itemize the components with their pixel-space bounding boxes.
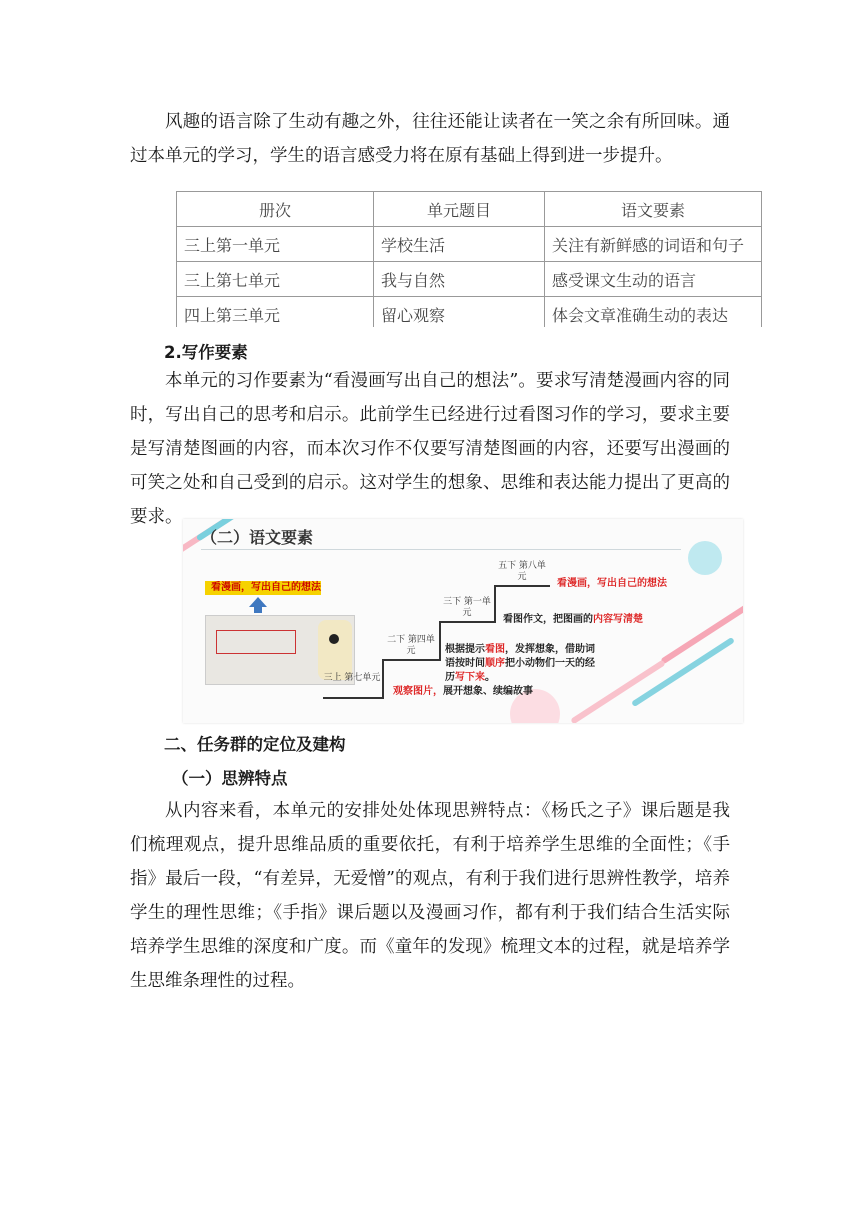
step-desc: 观察图片，展开想象、续编故事 <box>393 686 533 697</box>
callout-label: 看漫画，写出自己的想法 <box>205 581 321 595</box>
arrow-stem <box>254 607 262 613</box>
section-two-subheading: （一）思辨特点 <box>172 769 288 788</box>
table-row <box>177 227 762 262</box>
table-cell: 学校生活 <box>374 227 545 262</box>
stair-step <box>494 585 550 587</box>
step-grade: 三下 第一单元 <box>443 597 491 618</box>
elements-table <box>176 191 762 327</box>
decor-circle <box>688 541 722 575</box>
table-cell: 关注有新鲜感的词语和句子 <box>545 227 762 262</box>
slide-image <box>183 519 743 723</box>
step-desc: 根据提示看图，发挥想象，借助词语按时间顺序把小动物们一天的经历写下来。 <box>445 644 595 683</box>
step-grade: 五下 第八单元 <box>498 561 546 582</box>
step-grade: 二下 第四单元 <box>387 635 435 656</box>
arrow-up-icon <box>249 597 267 607</box>
stair-riser <box>439 621 441 661</box>
slide-title: （二）语文要素 <box>201 528 314 547</box>
section-two-paragraph: 从内容来看，本单元的安排处处体现思辨特点：《杨氏之子》课后题是我们梳理观点，提升思维品质的重要依托，有利于培养学生思维的全面性；《手指》最后一段，“有差异，无爱憎”的观点，有利于我们进行思辨性教学，培养学生的理性思维；《手指》课后题以及漫画习作，都有利于我们结合生活实际培养学生思维的深度和广度。而《童年的发现》梳理文本的过程，就是培养学生思维条理性的过程。 <box>130 801 730 991</box>
table-row <box>177 262 762 297</box>
table-cell: 三上第七单元 <box>177 262 374 297</box>
stair-riser <box>382 659 384 699</box>
table-row <box>177 297 762 328</box>
step-grade: 三上 第七单元 <box>323 673 381 683</box>
col-header: 单元题目 <box>374 192 545 227</box>
table-cell: 体会文章准确生动的表达 <box>545 297 762 328</box>
table-header-row <box>177 192 762 227</box>
table-cell: 感受课文生动的语言 <box>545 262 762 297</box>
table-clip <box>176 191 766 327</box>
writing-heading: 2.写作要素 <box>164 343 248 362</box>
stair-step <box>439 621 495 623</box>
section-two-heading: 二、任务群的定位及建构 <box>164 735 346 754</box>
table-cell: 我与自然 <box>374 262 545 297</box>
stair-step <box>382 659 440 661</box>
slide-title-rule <box>201 549 681 550</box>
intro-paragraph: 风趣的语言除了生动有趣之外，往往还能让读者在一笑之余有所回味。通过本单元的学习，学生的语言感受力将在原有基础上得到进一步提升。 <box>130 112 730 166</box>
col-header: 册次 <box>177 192 374 227</box>
table-cell: 留心观察 <box>374 297 545 328</box>
writing-paragraph: 本单元的习作要素为“看漫画写出自己的想法”。要求写清楚漫画内容的同时，写出自己的思考和启示。此前学生已经进行过看图习作的学习，要求主要是写清楚图画的内容，而本次习作不仅要写清楚图画的内容，还要写出漫画的可笑之处和自己受到的启示。这对学生的想象、思维和表达能力提出了更高的要求。 <box>130 371 730 527</box>
stair-riser <box>494 585 496 623</box>
stair-step <box>323 697 383 699</box>
table-cell: 四上第三单元 <box>177 297 374 328</box>
step-desc: 看漫画，写出自己的想法 <box>557 578 667 589</box>
step-desc: 看图作文，把图画的内容写清楚 <box>503 614 643 625</box>
col-header: 语文要素 <box>545 192 762 227</box>
table-cell: 三上第一单元 <box>177 227 374 262</box>
